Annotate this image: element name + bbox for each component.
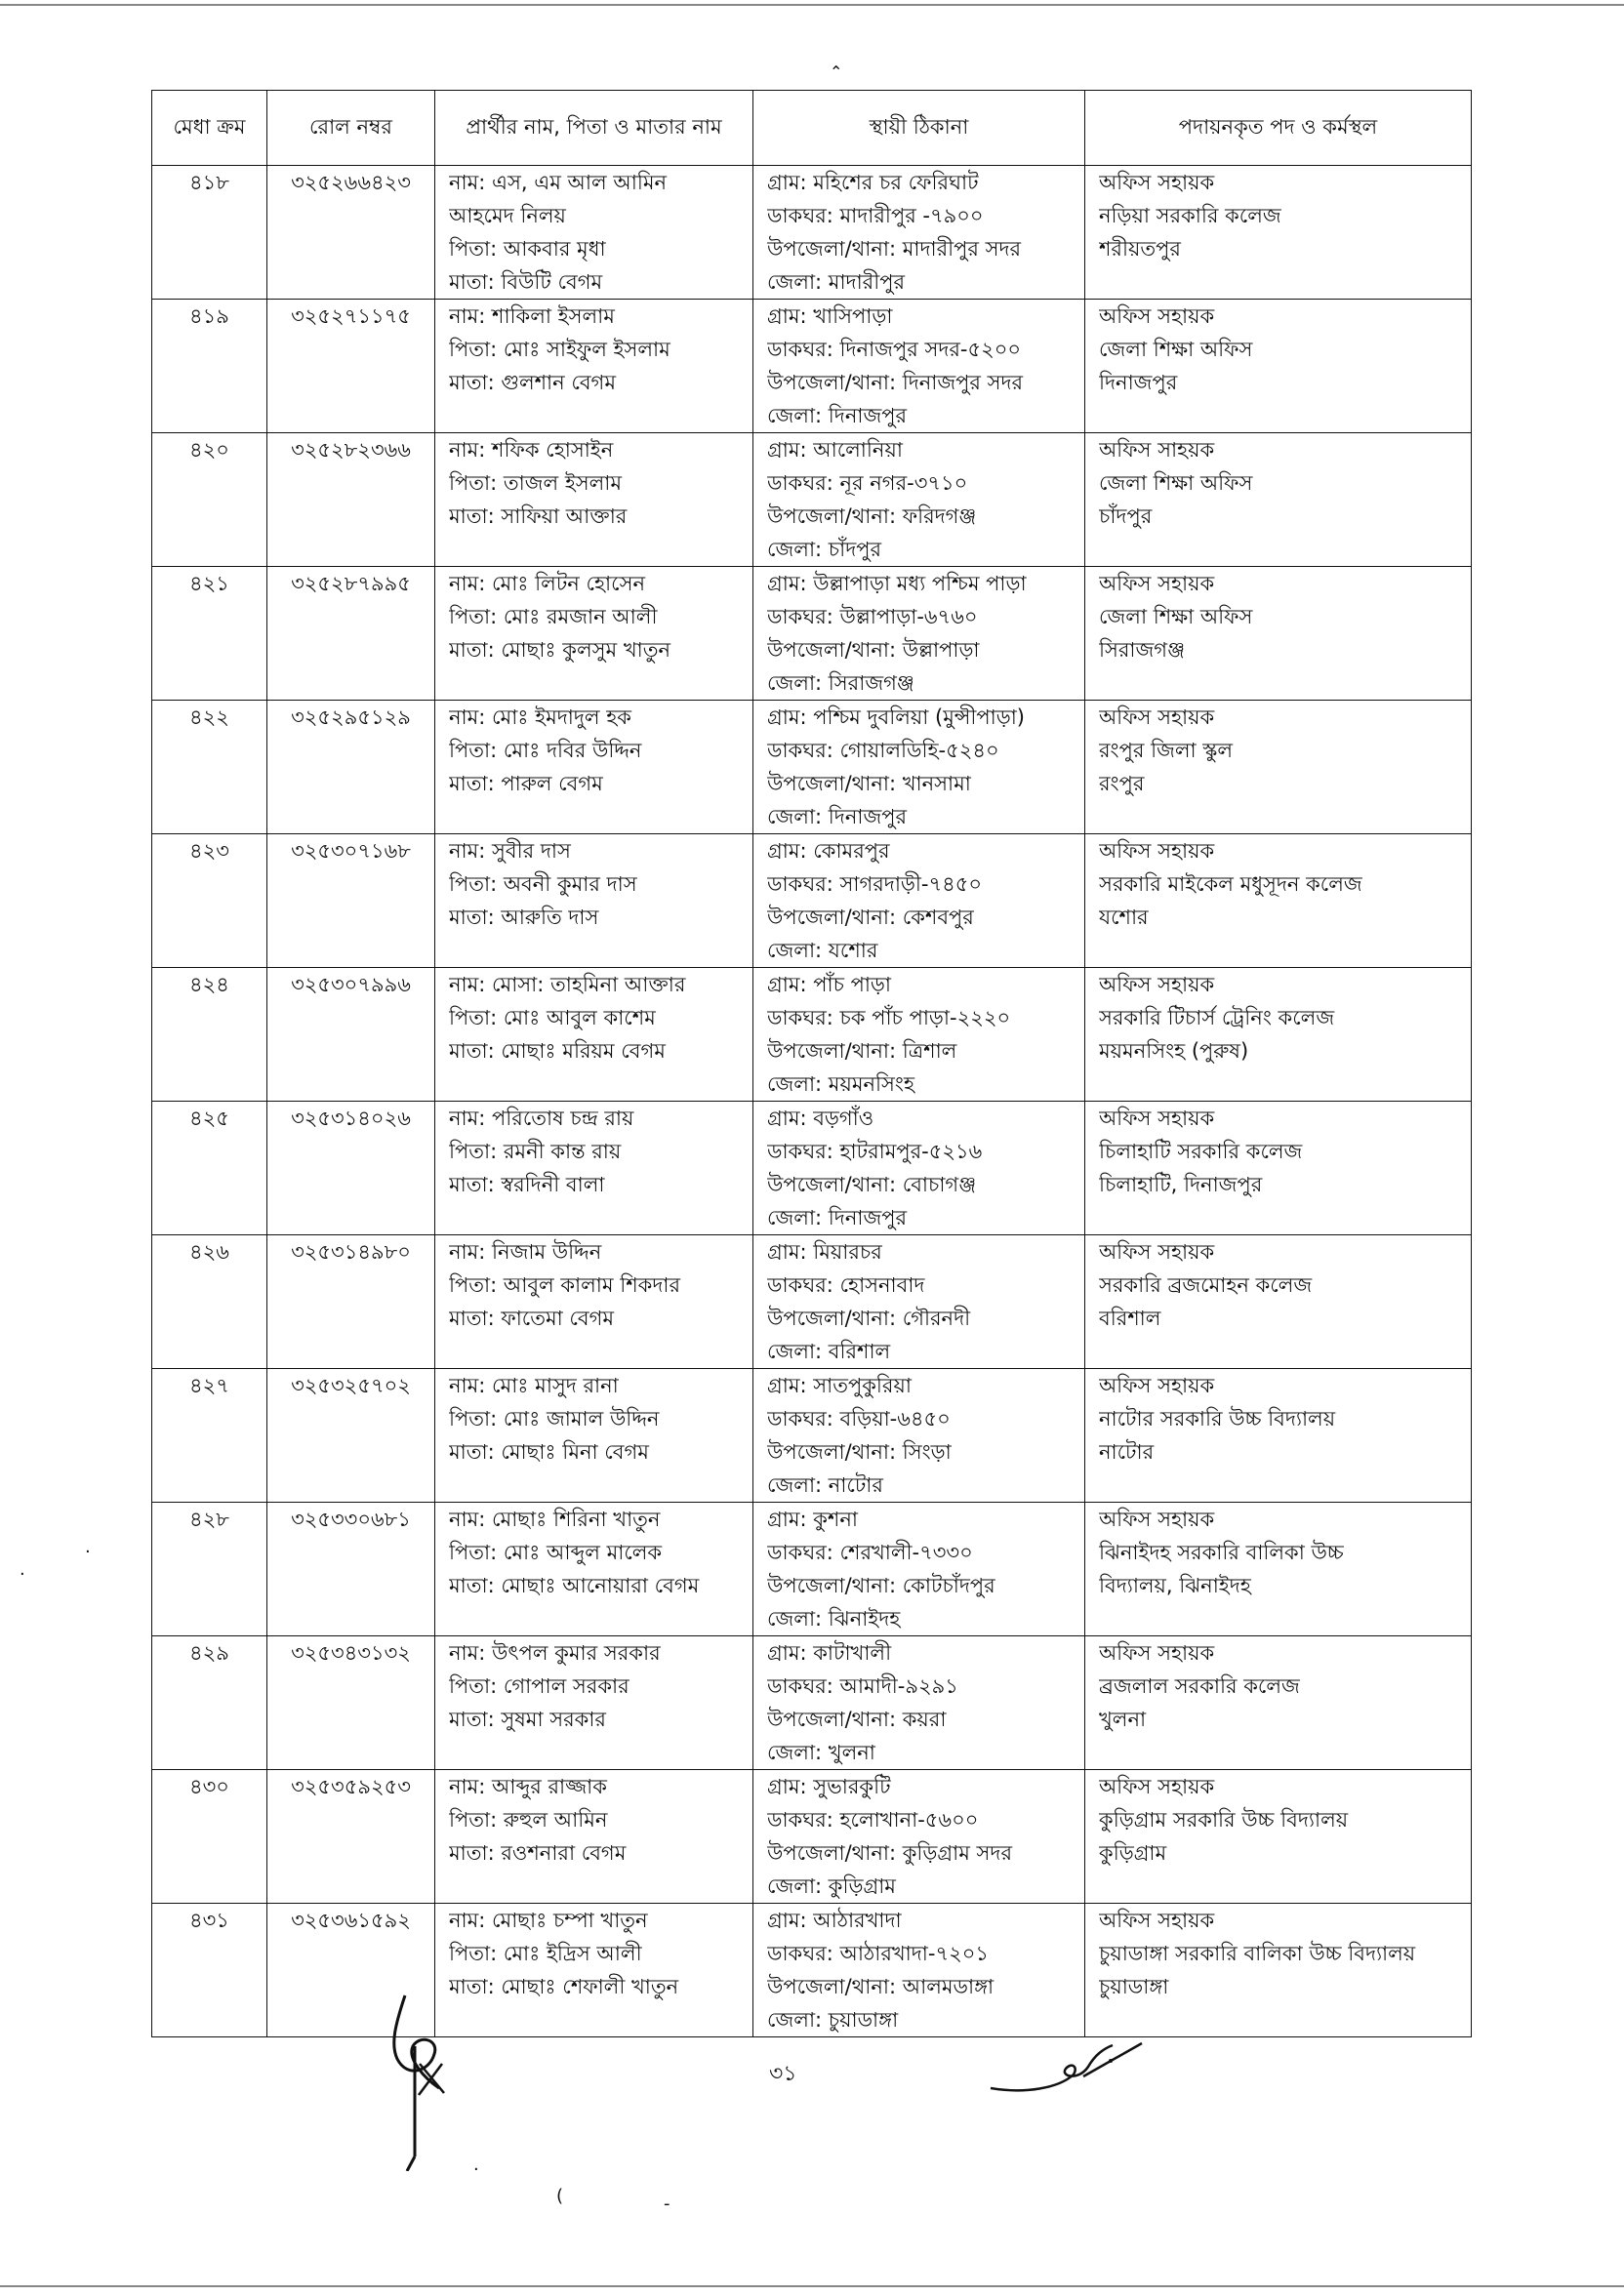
candidate-info-line: মাতা: মোছাঃ কুলসুম খাতুন	[449, 638, 671, 662]
posting	[1085, 166, 1472, 300]
candidate-info-line: পিতা: মোঃ সাইফুল ইসলাম	[449, 338, 670, 361]
candidate-info-line: নাম: মোঃ ইমদাদুল হক	[449, 705, 631, 729]
table-row	[152, 1235, 1472, 1369]
merit-rank: ৪২৪	[152, 968, 267, 1102]
candidate-info-line: নাম: উৎপল কুমার সরকার	[449, 1641, 661, 1665]
posting-line: চাঁদপুর	[1099, 504, 1153, 528]
table-row	[152, 1369, 1472, 1503]
posting-line: অফিস সহায়ক	[1099, 973, 1215, 996]
posting-line: রংপুর	[1099, 772, 1145, 795]
permanent-address-line: গ্রাম: মিয়ারচর	[767, 1240, 882, 1264]
candidate-info-line: মাতা: আরুতি দাস	[449, 906, 599, 929]
roll-number: ৩২৫২৮২৩৬৬	[267, 433, 435, 567]
permanent-address-line: গ্রাম: সাতপুকুরিয়া	[767, 1374, 912, 1397]
permanent-address-line: গ্রাম: মহিশের চর ফেরিঘাট	[767, 171, 979, 194]
posting-line: সরকারি টিচার্স ট্রেনিং কলেজ	[1099, 1006, 1335, 1029]
candidate-info-line: নাম: পরিতোষ চন্দ্র রায়	[449, 1107, 634, 1130]
permanent-address-line: জেলা: চুয়াডাঙ্গা	[767, 2008, 899, 2032]
permanent-address	[753, 1904, 1085, 2037]
posting-line: খুলনা	[1099, 1708, 1147, 1731]
permanent-address-line: গ্রাম: সুভারকুটি	[767, 1775, 891, 1798]
permanent-address-line: জেলা: সিরাজগঞ্জ	[767, 671, 914, 695]
permanent-address-line: উপজেলা/থানা: সিংড়া	[767, 1440, 952, 1464]
posting-line: সিরাজগঞ্জ	[1099, 638, 1186, 662]
permanent-address	[753, 1235, 1085, 1369]
posting	[1085, 968, 1472, 1102]
merit-rank: ৪২৭	[152, 1369, 267, 1503]
permanent-address-line: জেলা: মাদারীপুর	[767, 270, 906, 294]
posting	[1085, 701, 1472, 834]
scan-edge-bottom	[0, 2285, 1624, 2293]
candidate-info	[435, 1369, 753, 1503]
permanent-address-line: গ্রাম: উল্লাপাড়া মধ্য পশ্চিম পাড়া	[767, 572, 1027, 595]
permanent-address	[753, 968, 1085, 1102]
permanent-address-line: উপজেলা/থানা: কয়রা	[767, 1708, 947, 1731]
candidate-info	[435, 701, 753, 834]
permanent-address-line: উপজেলা/থানা: ত্রিশাল	[767, 1039, 957, 1063]
permanent-address-line: ডাকঘর: বড়িয়া-৬৪৫০	[767, 1407, 951, 1430]
candidate-info-line: মাতা: মোছাঃ মিনা বেগম	[449, 1440, 649, 1464]
scan-mark: .	[473, 2155, 479, 2175]
candidate-info-line: মাতা: মোছাঃ মরিয়ম বেগম	[449, 1039, 666, 1063]
candidate-info-line: মাতা: স্বরদিনী বালা	[449, 1173, 605, 1196]
permanent-address-line: জেলা: নাটোর	[767, 1473, 883, 1497]
merit-rank: ৪৩০	[152, 1770, 267, 1904]
candidate-info	[435, 968, 753, 1102]
posting-line: নাটোর	[1099, 1440, 1155, 1464]
candidate-info	[435, 1636, 753, 1770]
signature-right	[986, 2037, 1152, 2110]
posting-line: অফিস সহায়ক	[1099, 1909, 1215, 1932]
scan-mark: .	[85, 1537, 91, 1557]
candidate-info-line: পিতা: মোঃ ইদ্রিস আলী	[449, 1942, 642, 1965]
appointment-table	[151, 90, 1472, 2037]
permanent-address-line: গ্রাম: পাঁচ পাড়া	[767, 973, 892, 996]
candidate-info-line: মাতা: সাফিয়া আক্তার	[449, 504, 628, 528]
permanent-address-line: উপজেলা/থানা: আলমডাঙ্গা	[767, 1975, 995, 1998]
candidate-info-line: পিতা: মোঃ রমজান আলী	[449, 605, 658, 628]
table-row	[152, 968, 1472, 1102]
posting-line: সরকারি ব্রজমোহন কলেজ	[1099, 1273, 1313, 1297]
permanent-address-line: গ্রাম: খাসিপাড়া	[767, 304, 893, 328]
permanent-address	[753, 1770, 1085, 1904]
merit-rank: ৪২২	[152, 701, 267, 834]
posting	[1085, 1904, 1472, 2037]
permanent-address-line: ডাকঘর: মাদারীপুর -৭৯০০	[767, 204, 984, 227]
merit-rank: ৪২৬	[152, 1235, 267, 1369]
posting-line: চিলাহাটি, দিনাজপুর	[1099, 1173, 1263, 1196]
permanent-address	[753, 433, 1085, 567]
merit-rank: ৪১৮	[152, 166, 267, 300]
permanent-address-line: গ্রাম: পশ্চিম দুবলিয়া (মুন্সীপাড়া)	[767, 705, 1026, 729]
roll-number: ৩২৫৩২৫৭০২	[267, 1369, 435, 1503]
candidate-info-line: নাম: মোঃ লিটন হোসেন	[449, 572, 645, 595]
table-body	[152, 166, 1472, 2037]
permanent-address-line: ডাকঘর: হাটরামপুর-৫২১৬	[767, 1140, 983, 1163]
header-roll: রোল নম্বর	[267, 91, 435, 166]
posting	[1085, 1503, 1472, 1636]
roll-number: ৩২৫৩০৭১৬৮	[267, 834, 435, 968]
candidate-info-line: মাতা: মোছাঃ শেফালী খাতুন	[449, 1975, 679, 1998]
permanent-address-line: উপজেলা/থানা: কুড়িগ্রাম সদর	[767, 1841, 1013, 1865]
posting	[1085, 1235, 1472, 1369]
posting	[1085, 433, 1472, 567]
candidate-info-line: নাম: মোছাঃ শিরিনা খাতুন	[449, 1508, 661, 1531]
permanent-address-line: ডাকঘর: চক পাঁচ পাড়া-২২২০	[767, 1006, 1011, 1029]
posting	[1085, 567, 1472, 701]
posting-line: বরিশাল	[1099, 1307, 1161, 1330]
roll-number: ৩২৫৩১৪৯৮০	[267, 1235, 435, 1369]
permanent-address-line: উপজেলা/থানা: ফরিদগঞ্জ	[767, 504, 977, 528]
candidate-info-line: মাতা: সুষমা সরকার	[449, 1708, 606, 1731]
posting-line: যশোর	[1099, 906, 1149, 929]
candidate-info-line: নাম: মোঃ মাসুদ রানা	[449, 1374, 619, 1397]
candidate-info	[435, 567, 753, 701]
permanent-address-line: জেলা: যশোর	[767, 939, 878, 962]
permanent-address	[753, 701, 1085, 834]
permanent-address-line: গ্রাম: কোমরপুর	[767, 839, 890, 863]
page-number: ৩১	[769, 2062, 797, 2086]
permanent-address-line: ডাকঘর: হলোখানা-৫৬০০	[767, 1808, 979, 1832]
table-row	[152, 1904, 1472, 2037]
permanent-address	[753, 1636, 1085, 1770]
roll-number: ৩২৫৩৬১৫৯২	[267, 1904, 435, 2037]
table-row	[152, 1770, 1472, 1904]
posting-line: অফিস সহায়ক	[1099, 1240, 1215, 1264]
permanent-address-line: ডাকঘর: শেরখালী-৭৩৩০	[767, 1541, 973, 1564]
permanent-address-line: জেলা: বরিশাল	[767, 1340, 891, 1363]
permanent-address-line: উপজেলা/থানা: দিনাজপুর সদর	[767, 371, 1024, 394]
permanent-address-line: জেলা: চাঁদপুর	[767, 538, 882, 561]
permanent-address-line: জেলা: দিনাজপুর	[767, 805, 908, 828]
scan-edge-top	[0, 0, 1624, 6]
roll-number: ৩২৫২৯৫১২৯	[267, 701, 435, 834]
merit-rank: ৪২০	[152, 433, 267, 567]
posting	[1085, 1636, 1472, 1770]
permanent-address	[753, 567, 1085, 701]
scan-mark: .	[20, 1559, 25, 1580]
posting-line: সরকারি মাইকেল মধুসূদন কলেজ	[1099, 872, 1362, 896]
signature-left	[386, 1986, 473, 2175]
posting-line: কুড়িগ্রাম সরকারি উচ্চ বিদ্যালয়	[1099, 1808, 1349, 1832]
posting	[1085, 1102, 1472, 1235]
posting	[1085, 1770, 1472, 1904]
permanent-address-line: উপজেলা/থানা: উল্লাপাড়া	[767, 638, 980, 662]
candidate-info-line: নাম: মোসা: তাহমিনা আক্তার	[449, 973, 686, 996]
merit-rank: ৪২৩	[152, 834, 267, 968]
permanent-address-line: গ্রাম: কাটাখালী	[767, 1641, 892, 1665]
posting-line: কুড়িগ্রাম	[1099, 1841, 1167, 1865]
roll-number: ৩২৫৩০৭৯৯৬	[267, 968, 435, 1102]
posting-line: অফিস সাহয়ক	[1099, 438, 1215, 462]
table-row	[152, 1503, 1472, 1636]
roll-number: ৩২৫৩১৪০২৬	[267, 1102, 435, 1235]
candidate-info-line: পিতা: মোঃ আবুল কাশেম	[449, 1006, 656, 1029]
posting	[1085, 1369, 1472, 1503]
posting-line: নড়িয়া সরকারি কলেজ	[1099, 204, 1281, 227]
table-header-row	[152, 91, 1472, 166]
posting-line: অফিস সহায়ক	[1099, 1775, 1215, 1798]
posting-line: ব্রজলাল সরকারি কলেজ	[1099, 1674, 1300, 1698]
posting-line: অফিস সহায়ক	[1099, 1374, 1215, 1397]
permanent-address-line: জেলা: দিনাজপুর	[767, 1206, 908, 1229]
merit-rank: ৪৩১	[152, 1904, 267, 2037]
permanent-address-line: উপজেলা/থানা: বোচাগঞ্জ	[767, 1173, 977, 1196]
header-rank: মেধা ক্রম	[152, 91, 267, 166]
scan-mark: (	[556, 2186, 564, 2206]
permanent-address-line: জেলা: কুড়িগ্রাম	[767, 1874, 896, 1898]
merit-rank: ৪২১	[152, 567, 267, 701]
posting-line: অফিস সহায়ক	[1099, 839, 1215, 863]
permanent-address	[753, 1369, 1085, 1503]
candidate-info-line: পিতা: আকবার মৃধা	[449, 237, 606, 261]
posting-line: জেলা শিক্ষা অফিস	[1099, 338, 1253, 361]
permanent-address-line: উপজেলা/থানা: কোটচাঁদপুর	[767, 1574, 995, 1597]
posting-line: অফিস সহায়ক	[1099, 304, 1215, 328]
header-post: পদায়নকৃত পদ ও কর্মস্থল	[1085, 91, 1472, 166]
posting-line: চিলাহাটি সরকারি কলেজ	[1099, 1140, 1303, 1163]
candidate-info-line: নাম: এস, এম আল আমিন	[449, 171, 668, 194]
table-row	[152, 834, 1472, 968]
candidate-info-line: মাতা: পারুল বেগম	[449, 772, 603, 795]
posting-line: নাটোর সরকারি উচ্চ বিদ্যালয়	[1099, 1407, 1336, 1430]
posting-line: দিনাজপুর	[1099, 371, 1178, 394]
posting-line: অফিস সহায়ক	[1099, 1508, 1215, 1531]
permanent-address-line: জেলা: ময়মনসিংহ	[767, 1072, 914, 1096]
candidate-info	[435, 166, 753, 300]
table-row	[152, 701, 1472, 834]
permanent-address-line: জেলা: দিনাজপুর	[767, 404, 908, 427]
posting-line: অফিস সহায়ক	[1099, 572, 1215, 595]
permanent-address-line: গ্রাম: বড়গাঁও	[767, 1107, 874, 1130]
header-name: প্রার্থীর নাম, পিতা ও মাতার নাম	[435, 91, 753, 166]
posting-line: চুয়াডাঙ্গা সরকারি বালিকা উচ্চ বিদ্যালয়	[1099, 1942, 1416, 1965]
posting-line: ময়মনসিংহ (পুরুষ)	[1099, 1039, 1249, 1063]
permanent-address	[753, 834, 1085, 968]
permanent-address-line: গ্রাম: কুশনা	[767, 1508, 858, 1531]
merit-rank: ৪২৫	[152, 1102, 267, 1235]
merit-rank: ৪২৯	[152, 1636, 267, 1770]
table-row	[152, 166, 1472, 300]
permanent-address	[753, 300, 1085, 433]
candidate-info-line: পিতা: গোপাল সরকার	[449, 1674, 629, 1698]
posting-line: জেলা শিক্ষা অফিস	[1099, 605, 1253, 628]
candidate-info-line: আহমেদ নিলয়	[449, 204, 566, 227]
posting-line: বিদ্যালয়, ঝিনাইদহ	[1099, 1574, 1251, 1597]
candidate-info	[435, 1235, 753, 1369]
posting-line: জেলা শিক্ষা অফিস	[1099, 471, 1253, 495]
posting-line: রংপুর জিলা স্কুল	[1099, 739, 1234, 762]
permanent-address	[753, 1102, 1085, 1235]
candidate-info-line: নাম: শফিক হোসাইন	[449, 438, 614, 462]
merit-rank: ৪১৯	[152, 300, 267, 433]
permanent-address-line: ডাকঘর: দিনাজপুর সদর-৫২০০	[767, 338, 1022, 361]
permanent-address-line: ডাকঘর: সাগরদাড়ী-৭৪৫০	[767, 872, 983, 896]
candidate-info-line: পিতা: মোঃ দবির উদ্দিন	[449, 739, 642, 762]
permanent-address	[753, 1503, 1085, 1636]
candidate-info-line: পিতা: মোঃ আব্দুল মালেক	[449, 1541, 663, 1564]
permanent-address-line: ডাকঘর: গোয়ালডিহি-৫২৪০	[767, 739, 999, 762]
candidate-info	[435, 1770, 753, 1904]
candidate-info	[435, 1503, 753, 1636]
table-row	[152, 1102, 1472, 1235]
posting-line: অফিস সহায়ক	[1099, 1641, 1215, 1665]
candidate-info-line: মাতা: মোছাঃ আনোয়ারা বেগম	[449, 1574, 700, 1597]
merit-rank: ৪২৮	[152, 1503, 267, 1636]
permanent-address-line: উপজেলা/থানা: খানসামা	[767, 772, 971, 795]
candidate-info-line: নাম: শাকিলা ইসলাম	[449, 304, 615, 328]
candidate-info-line: পিতা: রমনী কান্ত রায়	[449, 1140, 622, 1163]
candidate-info	[435, 300, 753, 433]
permanent-address-line: উপজেলা/থানা: মাদারীপুর সদর	[767, 237, 1022, 261]
permanent-address-line: ডাকঘর: উল্লাপাড়া-৬৭৬০	[767, 605, 978, 628]
permanent-address	[753, 166, 1085, 300]
roll-number: ৩২৫২৭১১৭৫	[267, 300, 435, 433]
roll-number: ৩২৫৩৫৯২৫৩	[267, 1770, 435, 1904]
permanent-address-line: ডাকঘর: আঠারখাদা-৭২০১	[767, 1942, 990, 1965]
candidate-info-line: পিতা: তাজল ইসলাম	[449, 471, 623, 495]
candidate-info	[435, 1102, 753, 1235]
candidate-info-line: মাতা: ফাতেমা বেগম	[449, 1307, 615, 1330]
posting	[1085, 834, 1472, 968]
roll-number: ৩২৫২৬৬৪২৩	[267, 166, 435, 300]
candidate-info-line: পিতা: রুহুল আমিন	[449, 1808, 608, 1832]
permanent-address-line: জেলা: ঝিনাইদহ	[767, 1607, 901, 1631]
permanent-address-line: ডাকঘর: নূর নগর-৩৭১০	[767, 471, 968, 495]
permanent-address-line: গ্রাম: আলোনিয়া	[767, 438, 903, 462]
posting-line: ঝিনাইদহ সরকারি বালিকা উচ্চ	[1099, 1541, 1344, 1564]
posting	[1085, 300, 1472, 433]
candidate-info-line: মাতা: রওশনারা বেগম	[449, 1841, 627, 1865]
candidate-info-line: নাম: মোছাঃ চম্পা খাতুন	[449, 1909, 648, 1932]
candidate-info-line: মাতা: গুলশান বেগম	[449, 371, 616, 394]
posting-line: চুয়াডাঙ্গা	[1099, 1975, 1169, 1998]
posting-line: অফিস সহায়ক	[1099, 705, 1215, 729]
candidate-info-line: নাম: আব্দুর রাজ্জাক	[449, 1775, 607, 1798]
table-row	[152, 433, 1472, 567]
posting-line: শরীয়তপুর	[1099, 237, 1181, 261]
table-row	[152, 1636, 1472, 1770]
roll-number: ৩২৫৩৪৩১৩২	[267, 1636, 435, 1770]
permanent-address-line: গ্রাম: আঠারখাদা	[767, 1909, 902, 1932]
candidate-info	[435, 1904, 753, 2037]
roll-number: ৩২৫৩৩০৬৮১	[267, 1503, 435, 1636]
candidate-info-line: নাম: নিজাম উদ্দিন	[449, 1240, 602, 1264]
scan-mark: ⌃	[830, 62, 843, 81]
posting-line: অফিস সহায়ক	[1099, 171, 1215, 194]
candidate-info-line: নাম: সুবীর দাস	[449, 839, 571, 863]
table-row	[152, 567, 1472, 701]
candidate-info-line: পিতা: অবনী কুমার দাস	[449, 872, 637, 896]
permanent-address-line: উপজেলা/থানা: গৌরনদী	[767, 1307, 971, 1330]
table-row	[152, 300, 1472, 433]
candidate-info	[435, 834, 753, 968]
permanent-address-line: ডাকঘর: আমাদী-৯২৯১	[767, 1674, 958, 1698]
permanent-address-line: উপজেলা/থানা: কেশবপুর	[767, 906, 974, 929]
candidate-info-line: পিতা: আবুল কালাম শিকদার	[449, 1273, 681, 1297]
permanent-address-line: জেলা: খুলনা	[767, 1741, 875, 1764]
header-address: স্থায়ী ঠিকানা	[753, 91, 1085, 166]
posting-line: অফিস সহায়ক	[1099, 1107, 1215, 1130]
scan-mark: -	[664, 2194, 670, 2214]
permanent-address-line: ডাকঘর: হোসনাবাদ	[767, 1273, 925, 1297]
candidate-info-line: মাতা: বিউটি বেগম	[449, 270, 603, 294]
candidate-info	[435, 433, 753, 567]
roll-number: ৩২৫২৮৭৯৯৫	[267, 567, 435, 701]
candidate-info-line: পিতা: মোঃ জামাল উদ্দিন	[449, 1407, 660, 1430]
